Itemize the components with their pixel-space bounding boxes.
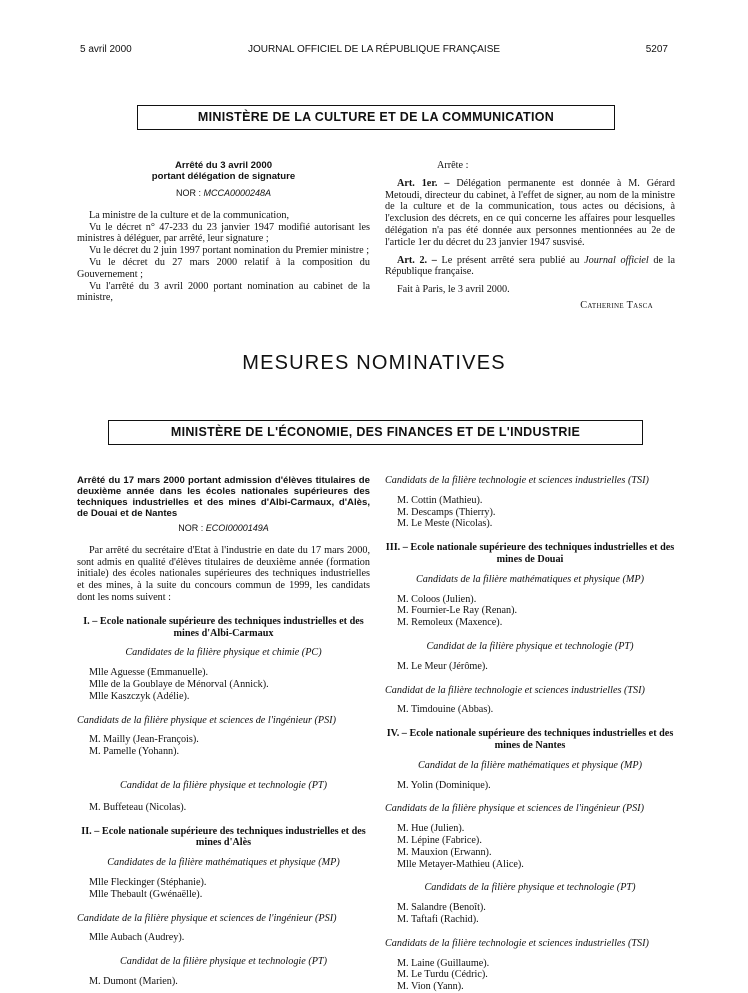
school-ales-title: II. – Ecole nationale supérieure des techniques industrielles et des mines d'Alès (81, 825, 366, 849)
name-list (385, 958, 675, 993)
candidate-name: M. Descamps (Thierry). (397, 506, 496, 518)
candidate-name: M. Mailly (Jean-François). (89, 734, 199, 746)
arrete1-left-column (77, 160, 370, 304)
group-heading: Candidat de la filière physique et technologie (PT) (119, 956, 327, 968)
candidate-name: M. Yolin (Dominique). (397, 779, 491, 791)
ministry-economy-banner: MINISTÈRE DE L'ÉCONOMIE, DES FINANCES ET DE L'INDUSTRIE (108, 420, 643, 445)
name-list (77, 877, 370, 901)
candidate-name: M. Fournier-Le Ray (Renan). (397, 605, 518, 617)
candidate-name: M. Dumont (Marien). (89, 975, 178, 987)
page-header (0, 44, 748, 58)
group-heading: Candidat de la filière mathématiques et physique (MP) (418, 759, 642, 771)
name-list (77, 734, 370, 758)
candidate-name: M. Buffeteau (Nicolas). (89, 801, 187, 813)
candidate-name: Mlle Metayer-Mathieu (Alice). (397, 858, 524, 870)
candidate-name: M. Laine (Guillaume). (397, 957, 490, 969)
header-page-number: 5207 (645, 44, 668, 55)
group-heading: Candidats de la filière physique et technologie (PT) (424, 882, 636, 894)
candidate-name: M. Le Meste (Nicolas). (397, 518, 493, 530)
ministry-culture-banner: MINISTÈRE DE LA CULTURE ET DE LA COMMUNICATION (137, 105, 615, 130)
arrete1-arrete-word: Arrête : (437, 160, 469, 171)
group-heading: Candidates de la filière mathématiques et physique (MP) (107, 857, 340, 869)
candidate-name: M. Cottin (Mathieu). (397, 494, 483, 506)
section-title: MESURES NOMINATIVES (242, 352, 506, 374)
school-douai-title: III. – Ecole nationale supérieure des techniques industrielles et des mines de Douai (385, 542, 675, 565)
candidate-name: M. Lépine (Fabrice). (397, 834, 482, 846)
candidate-name: M. Coloos (Julien). (397, 593, 477, 605)
candidate-name: Mlle Fleckinger (Stéphanie). (89, 876, 207, 888)
name-list (385, 704, 675, 716)
arrete2-right-column (385, 475, 675, 993)
name-list (77, 802, 370, 814)
school-nantes-title: IV. – Ecole nationale supérieure des techniques industrielles et des mines de Nantes (386, 728, 674, 751)
arrete2-intro: Par arrêté du secrétaire d'Etat à l'industrie en date du 17 mars 2000, sont admis en qualité d'élèves titulaires de deuxième année (formation initiale) des écoles nationales supérieures des techniques industrielles et des mines, à la suite du concours commun de 1999, les candidats dont les noms suivent : (77, 544, 370, 603)
group-heading: Candidates de la filière physique et chimie (PC) (125, 647, 322, 659)
arrete1-vu-3: Vu le décret du 27 mars 2000 relatif à la composition du Gouvernement ; (77, 256, 370, 280)
name-list (77, 932, 370, 944)
arrete1-intro: La ministre de la culture et de la communication, (89, 209, 289, 221)
name-list (385, 594, 675, 629)
candidate-name: M. Hue (Julien). (397, 823, 465, 835)
arrete1-signature: Catherine Tasca (580, 299, 653, 311)
arrete1-article-1: Art. 1er. – Délégation permanente est donnée à M. Gérard Metoudi, directeur du cabinet, à l'effet de signer, au nom de la ministre de la culture et de la communication, tous actes ou décisions, à l'exclusion des décrets, en ce qui concerne les affaires pour lesquelles délégation n'a pas été donnée aux personnes mentionnées au 2e de l'article 1er du décret du 23 janvier 1947 susvisé. (385, 177, 675, 248)
header-journal-title: JOURNAL OFFICIEL DE LA RÉPUBLIQUE FRANÇAISE (247, 44, 501, 55)
group-heading: Candidat de la filière physique et technologie (PT) (119, 779, 327, 791)
group-heading: Candidat de la filière technologie et sciences industrielles (TSI) (385, 684, 645, 696)
name-list (385, 823, 675, 870)
name-list (385, 780, 675, 792)
group-heading: Candidats de la filière technologie et sciences industrielles (TSI) (385, 937, 649, 949)
arrete1-vu-1: Vu le décret n° 47-233 du 23 janvier 1947 modifié autorisant les ministres à déléguer, par arrêté, leur signature ; (77, 221, 370, 245)
candidate-name: Mlle Thebault (Gwénaëlle). (89, 888, 203, 900)
name-list (385, 661, 675, 673)
name-list (77, 667, 370, 702)
candidate-name: Mlle de la Goublaye de Ménorval (Annick). (89, 678, 269, 690)
arrete1-vu-4: Vu l'arrêté du 3 avril 2000 portant nomination au cabinet de la ministre, (77, 280, 370, 304)
candidate-name: M. Remoleux (Maxence). (397, 617, 503, 629)
arrete1-fait: Fait à Paris, le 3 avril 2000. (397, 284, 510, 296)
candidate-name: M. Taftafi (Rachid). (397, 913, 479, 925)
arrete1-vu-2: Vu le décret du 2 juin 1997 portant nomination du Premier ministre ; (89, 245, 370, 257)
arrete1-right-column (385, 160, 675, 312)
group-heading: Candidats de la filière physique et sciences de l'ingénieur (PSI) (385, 803, 644, 815)
candidate-name: M. Vion (Yann). (397, 981, 464, 993)
candidate-name: Mlle Aubach (Audrey). (89, 932, 185, 944)
arrete2-left-column (77, 475, 370, 988)
arrete1-title: Arrêté du 3 avril 2000 portant délégation de signature (151, 160, 296, 182)
candidate-name: M. Salandre (Benoît). (397, 902, 486, 914)
candidate-name: M. Mauxion (Erwann). (397, 846, 492, 858)
arrete1-nor: NOR : MCCA0000248A (175, 188, 272, 198)
name-list (385, 495, 675, 530)
candidate-name: M. Le Meur (Jérôme). (397, 660, 488, 672)
candidate-name: Mlle Aguesse (Emmanuelle). (89, 667, 209, 679)
name-list (385, 902, 675, 926)
arrete1-article-2: Art. 2. – Le présent arrêté sera publié au Journal officiel de la République française. (385, 254, 676, 278)
candidate-name: M. Pamelle (Yohann). (89, 746, 180, 758)
header-date: 5 avril 2000 (80, 44, 132, 55)
candidate-name: Mlle Kaszczyk (Adélie). (89, 690, 190, 702)
school-albi-title: I. – Ecole nationale supérieure des techniques industrielles et des mines d'Albi-Carmaux (83, 615, 364, 639)
candidate-name: M. Le Turdu (Cédric). (397, 969, 488, 981)
group-heading: Candidate de la filière physique et sciences de l'ingénieur (PSI) (77, 912, 337, 924)
group-heading: Candidat de la filière physique et technologie (PT) (426, 640, 634, 652)
arrete2-nor: NOR : ECOI0000149A (178, 523, 269, 533)
group-heading: Candidats de la filière mathématiques et physique (MP) (416, 573, 644, 585)
group-heading: Candidats de la filière technologie et sciences industrielles (TSI) (385, 475, 649, 486)
name-list (77, 976, 370, 988)
candidate-name: M. Timdouine (Abbas). (397, 704, 494, 716)
group-heading: Candidats de la filière physique et sciences de l'ingénieur (PSI) (77, 714, 336, 726)
arrete2-title: Arrêté du 17 mars 2000 portant admission d'élèves titulaires de deuxième année dans les écoles nationales supérieures des techniques industrielles et des mines d'Albi-Carmaux, d'Alès, de Douai et de Nantes (77, 475, 370, 519)
